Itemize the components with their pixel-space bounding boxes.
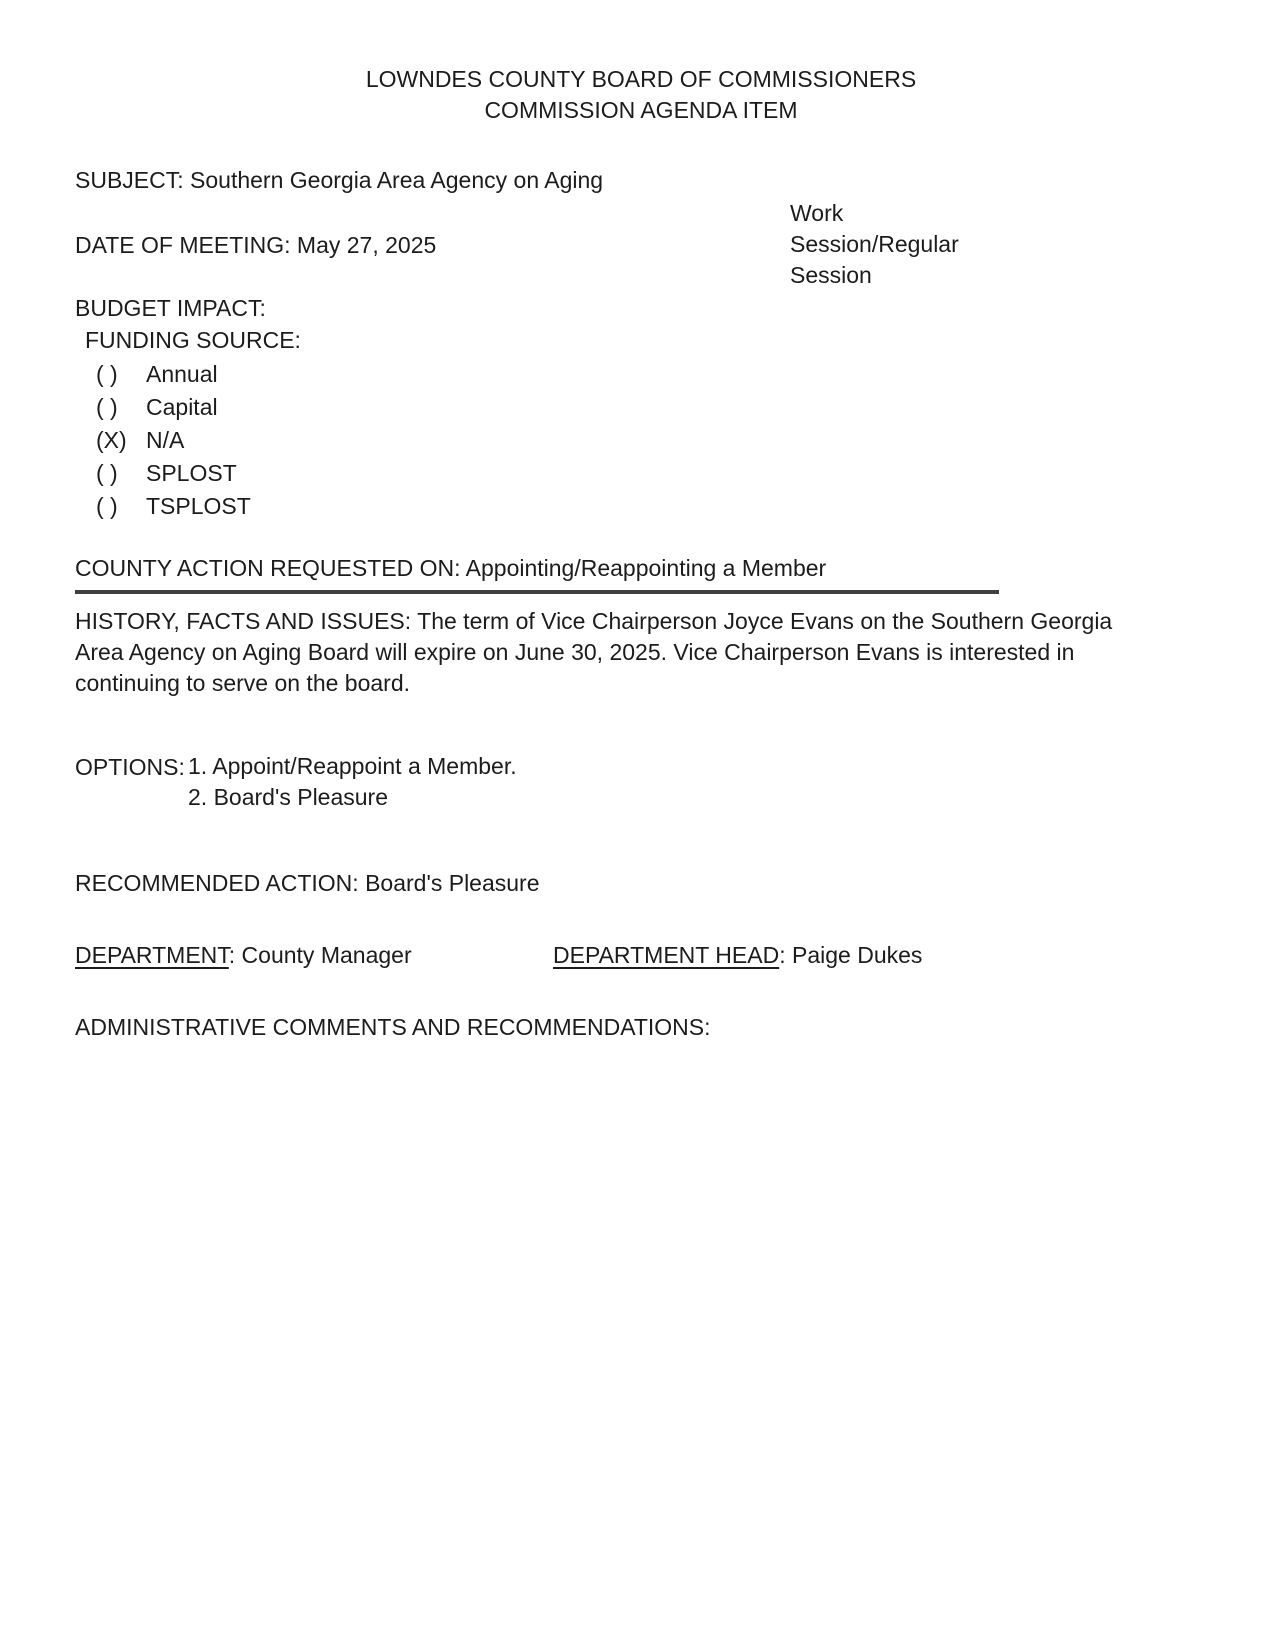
department-head-value: : Paige Dukes [779, 942, 923, 968]
funding-option-capital [75, 391, 1207, 423]
checkbox-mark: ( ) [96, 460, 118, 486]
county-action-label: COUNTY ACTION REQUESTED ON: [75, 555, 461, 581]
history-paragraph [75, 606, 1145, 699]
meeting-date-label: DATE OF MEETING: [75, 231, 291, 258]
options-block [75, 751, 1207, 813]
recommended-action-value: Board's Pleasure [365, 870, 540, 896]
funding-option-label: TSPLOST [146, 493, 251, 519]
department-head-label: DEPARTMENT HEAD [553, 942, 780, 968]
checkbox-mark: ( ) [96, 361, 118, 387]
funding-option-label: N/A [146, 427, 185, 453]
meeting-date-value: May 27, 2025 [296, 231, 437, 258]
funding-option-label: Capital [146, 394, 218, 420]
subject-label: SUBJECT: [75, 167, 184, 193]
document-title-line2: COMMISSION AGENDA ITEM [484, 97, 798, 123]
department-line [75, 939, 553, 971]
session-type-line-2: Session/Regular [790, 231, 959, 257]
funding-source-label: FUNDING SOURCE: [85, 327, 301, 353]
session-type-cell [790, 198, 975, 291]
funding-option-label: Annual [146, 361, 218, 387]
department-row [75, 939, 1207, 971]
checkbox-mark-checked: (X) [96, 427, 127, 453]
option-item-2: 2. Board's Pleasure [188, 784, 389, 810]
history-text: The term of Vice Chairperson Joyce Evans on the Southern Georgia Area Agency on Aging Board will expire on June 30, 2025. Vice Chairperson Evans is interested in continuing to serve on the board. [75, 608, 1113, 696]
funding-option-na [75, 424, 1207, 456]
recommended-action-label: RECOMMENDED ACTION: [75, 870, 359, 896]
recommended-action-line [75, 867, 1207, 899]
meeting-date-line [75, 198, 790, 291]
budget-impact-label: BUDGET IMPACT: [75, 295, 266, 321]
options-label: OPTIONS: [75, 754, 185, 780]
checkbox-mark: ( ) [96, 394, 118, 420]
meeting-row [75, 198, 1207, 291]
document-title-line1: LOWNDES COUNTY BOARD OF COMMISSIONERS [365, 66, 917, 92]
session-type-line-3: Session [790, 262, 872, 288]
option-item-1: 1. Appoint/Reappoint a Member. [188, 753, 517, 779]
history-label: HISTORY, FACTS AND ISSUES: [75, 608, 412, 634]
county-action-line [75, 552, 999, 594]
document-header [75, 64, 1207, 126]
checkbox-mark: ( ) [96, 493, 118, 519]
funding-option-annual [75, 358, 1207, 390]
county-action-value: Appointing/Reappointing a Member [465, 555, 827, 581]
admin-comments-label: ADMINISTRATIVE COMMENTS AND RECOMMENDATIONS: [75, 1014, 711, 1040]
options-items [188, 751, 517, 813]
subject-line [75, 164, 1207, 196]
funding-option-label: SPLOST [146, 460, 237, 486]
funding-option-tsplost [75, 490, 1207, 522]
department-value: : County Manager [228, 942, 412, 968]
department-head-line [553, 939, 922, 971]
subject-value: Southern Georgia Area Agency on Aging [190, 167, 604, 193]
funding-option-splost [75, 457, 1207, 489]
funding-source-list [75, 358, 1207, 522]
department-label: DEPARTMENT [75, 942, 229, 968]
session-type-line-1: Work [790, 200, 844, 226]
